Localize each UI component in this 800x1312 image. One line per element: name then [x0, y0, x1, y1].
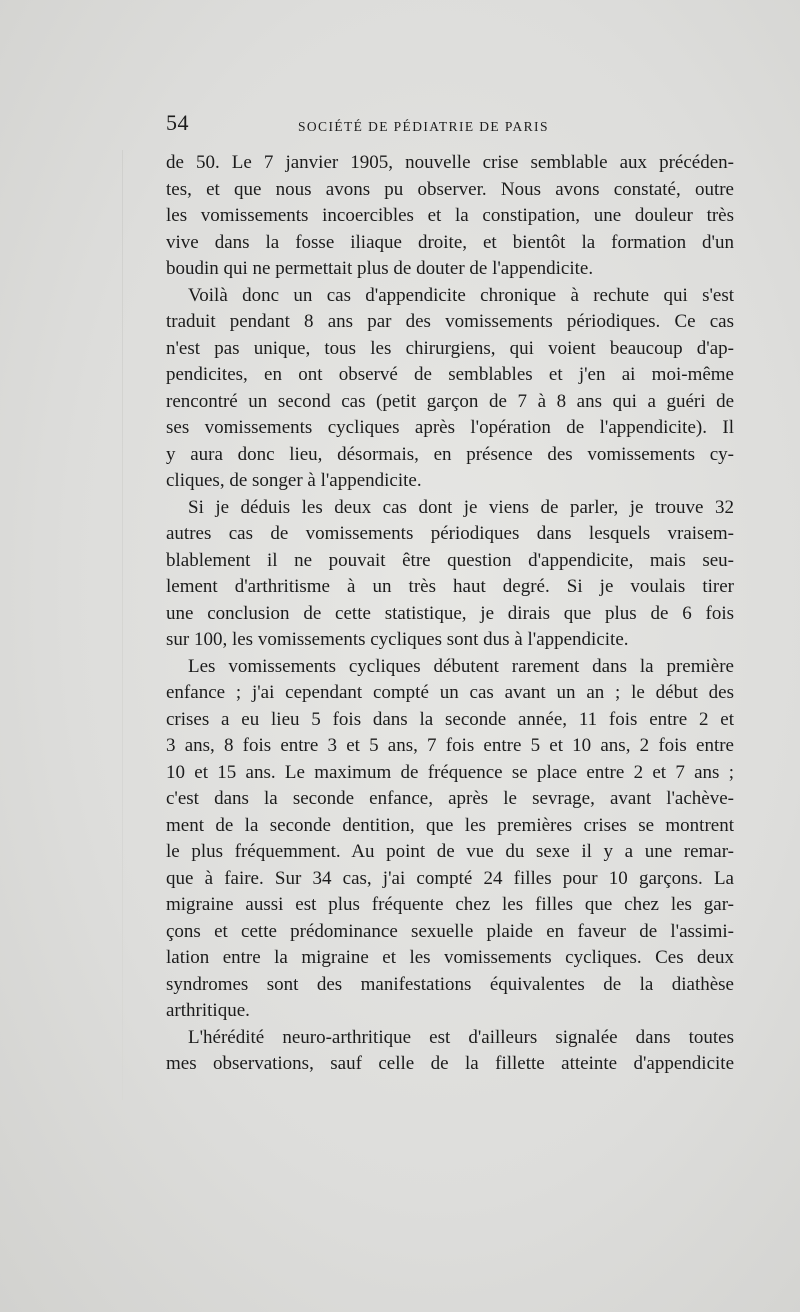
text-line: tes, et que nous avons pu observer. Nous avons constaté, outre — [166, 178, 734, 200]
text-line: lation entre la migraine et les vomissements cycliques. Ces deux — [166, 947, 734, 968]
text-line: crises a eu lieu 5 fois dans la seconde année, 11 fois entre 2 et — [166, 708, 734, 730]
text-line: n'est pas unique, tous les chirurgiens, qui voient beaucoup d'ap- — [166, 337, 734, 359]
text-line: lement d'arthritisme à un très haut degré. Si je voulais tirer — [166, 576, 734, 597]
text-line: vive dans la fosse iliaque droite, et bientôt la formation d'un — [166, 231, 734, 253]
text-line: cliques, de songer à l'appendicite. — [166, 470, 422, 491]
text-line: 10 et 15 ans. Le maximum de fréquence se place entre 2 et 7 ans ; — [166, 761, 734, 783]
paragraph — [166, 150, 734, 283]
text-line: y aura donc lieu, désormais, en présence des vomissements cy- — [166, 443, 734, 465]
text-line: blablement il ne pouvait être question d'appendicite, mais seu- — [166, 549, 734, 571]
text-line: mes observations, sauf celle de la fillette atteinte d'appendicite — [166, 1053, 734, 1074]
text-line: 3 ans, 8 fois entre 3 et 5 ans, 7 fois entre 5 et 10 ans, 2 fois entre — [166, 735, 734, 756]
text-line: c'est dans la seconde enfance, après le sevrage, avant l'achève- — [166, 788, 734, 809]
page-binding-shadow — [122, 150, 123, 1100]
text-line: autres cas de vomissements périodiques dans lesquels vraisem- — [166, 523, 734, 544]
text-line: sur 100, les vomissements cycliques sont dus à l'appendicite. — [166, 629, 629, 650]
text-line: pendicites, en ont observé de semblables et j'en ai moi-même — [166, 364, 734, 385]
text-line: Voilà donc un cas d'appendicite chronique à rechute qui s'est — [188, 284, 734, 306]
paragraph — [166, 495, 734, 654]
text-line: syndromes sont des manifestations équivalentes de la diathèse — [166, 973, 734, 995]
text-line: rencontré un second cas (petit garçon de 7 à 8 ans qui a guéri de — [166, 390, 734, 412]
text-line: le plus fréquemment. Au point de vue du sexe il y a une remar- — [166, 841, 734, 862]
running-header — [166, 110, 734, 140]
page-number: 54 — [166, 110, 189, 135]
text-line: ses vomissements cycliques après l'opération de l'appendicite). Il — [166, 417, 734, 438]
text-line: ment de la seconde dentition, que les premières crises se montrent — [166, 814, 734, 836]
text-line: migraine aussi est plus fréquente chez les filles que chez les gar- — [166, 894, 734, 915]
text-line: que à faire. Sur 34 cas, j'ai compté 24 filles pour 10 garçons. La — [166, 867, 734, 889]
paragraph — [166, 1025, 734, 1078]
running-title: SOCIÉTÉ DE PÉDIATRIE DE PARIS — [298, 119, 549, 134]
text-line: les vomissements incoercibles et la constipation, une douleur très — [166, 205, 734, 226]
text-line: une conclusion de cette statistique, je dirais que plus de 6 fois — [166, 602, 734, 624]
text-line: de 50. Le 7 janvier 1905, nouvelle crise semblable aux précéden- — [166, 152, 734, 173]
body-text — [166, 150, 734, 1078]
text-line: arthritique. — [166, 1000, 250, 1021]
text-line: enfance ; j'ai cependant compté un cas avant un an ; le début des — [166, 682, 734, 703]
text-line: traduit pendant 8 ans par des vomissements périodiques. Ce cas — [166, 311, 734, 332]
paragraph — [166, 283, 734, 495]
text-line: L'hérédité neuro-arthritique est d'ailleurs signalée dans toutes — [188, 1026, 734, 1048]
text-line: Les vomissements cycliques débutent rarement dans la première — [188, 655, 734, 677]
text-line: Si je déduis les deux cas dont je viens de parler, je trouve 32 — [188, 496, 734, 518]
text-line: çons et cette prédominance sexuelle plaide en faveur de l'assimi- — [166, 920, 734, 942]
paragraph — [166, 654, 734, 1025]
text-line: boudin qui ne permettait plus de douter de l'appendicite. — [166, 258, 594, 279]
